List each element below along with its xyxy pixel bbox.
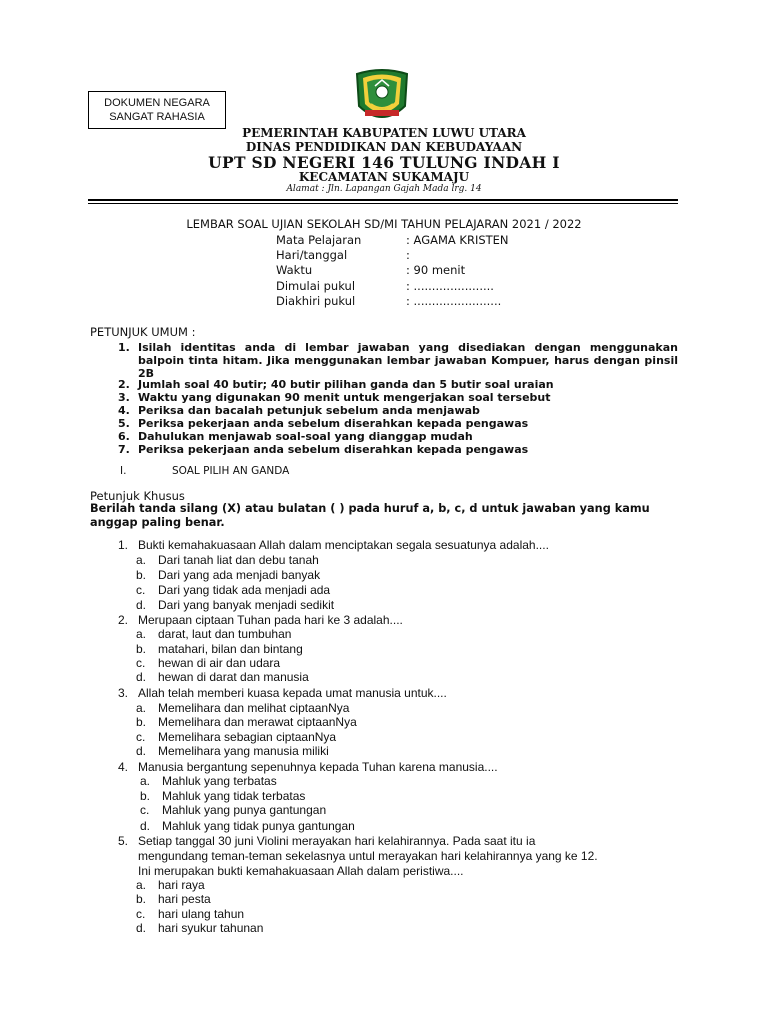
coat-of-arms-icon (351, 66, 413, 128)
info-value: : AGAMA KRISTEN (406, 233, 509, 247)
special-instructions-heading: Petunjuk Khusus (90, 489, 185, 503)
instruction-item (118, 430, 678, 443)
option-letter: b. (136, 568, 147, 582)
option-letter: c. (136, 656, 146, 670)
option-letter: a. (136, 553, 147, 567)
option-letter: d. (136, 598, 147, 612)
option-letter: d. (136, 921, 147, 935)
info-label: Dimulai pukul (276, 279, 356, 293)
instruction-item (118, 404, 678, 417)
question-text-line: Setiap tanggal 30 juni Violini merayakan hari kelahirannya. Pada saat itu ia (138, 834, 536, 848)
info-label: Diakhiri pukul (276, 294, 356, 308)
question-text: Bukti kemahakuasaan Allah dalam menciptakan segala sesuatunya adalah.... (138, 538, 549, 552)
question-text: Merupaan ciptaan Tuhan pada hari ke 3 adalah.... (138, 613, 403, 627)
question-text-line: Ini merupakan bukti kemahakuasaan Allah dalam peristiwa.... (138, 864, 464, 878)
question-text-line: mengundang teman-teman sekelasnya untul merayakan hari kelahirannya yang ke 12. (138, 849, 598, 863)
department-name: DINAS PENDIDIKAN DAN KEBUDAYAAN (245, 140, 523, 154)
instruction-text: Jumlah soal 40 butir; 40 butir pilihan ganda dan 5 butir soal uraian (138, 378, 554, 391)
option-letter: c. (136, 730, 146, 744)
instruction-number: 2. (118, 378, 130, 391)
confidential-stamp (88, 91, 226, 129)
question-number: 5. (118, 834, 129, 848)
instruction-item (118, 341, 678, 381)
option-text: darat, laut dan tumbuhan (158, 627, 292, 641)
instruction-item (118, 417, 678, 430)
instruction-text: Periksa pekerjaan anda sebelum diserahkan kepada pengawas (138, 443, 529, 456)
section-title: SOAL PILIH AN GANDA (172, 465, 290, 477)
option-letter: b. (140, 789, 151, 803)
option-letter: a. (140, 774, 151, 788)
section-number: I. (120, 465, 127, 477)
option-letter: b. (136, 715, 147, 729)
option-letter: c. (140, 803, 150, 817)
instruction-number: 3. (118, 391, 130, 404)
option-text: hari ulang tahun (158, 907, 245, 921)
option-text: hari syukur tahunan (158, 921, 264, 935)
option-text: Mahluk yang tidak terbatas (162, 789, 306, 803)
info-label: Hari/tanggal (276, 248, 348, 262)
instruction-number: 5. (118, 417, 130, 430)
instruction-number: 1. (118, 341, 130, 354)
special-instructions-line: anggap paling benar. (90, 516, 225, 529)
question-text: Manusia bergantung sepenuhnya kepada Tuhan karena manusia.... (138, 760, 498, 774)
option-text: Dari yang tidak ada menjadi ada (158, 583, 331, 597)
option-text: Mahluk yang punya gantungan (162, 803, 327, 817)
district-name: KECAMATAN SUKAMAJU (298, 170, 470, 184)
option-text: hari raya (158, 878, 205, 892)
option-letter: d. (140, 819, 151, 833)
option-text: Mahluk yang tidak punya gantungan (162, 819, 355, 833)
info-value: : ........................ (406, 294, 502, 308)
header-divider (88, 199, 678, 201)
option-letter: a. (136, 878, 147, 892)
question-number: 1. (118, 538, 129, 552)
option-text: hari pesta (158, 892, 211, 906)
option-letter: a. (136, 701, 147, 715)
government-name: PEMERINTAH KABUPATEN LUWU UTARA (242, 126, 526, 140)
info-label: Waktu (276, 263, 313, 277)
option-letter: b. (136, 642, 147, 656)
question-number: 4. (118, 760, 129, 774)
instruction-text: Isilah identitas anda di lembar jawaban yang disediakan dengan menggunakan balpoin tinta hitam. Jika menggunakan lembar jawaban Kompuer, harus dengan pinsil 2B (138, 341, 678, 380)
option-letter: d. (136, 744, 147, 758)
instruction-text: Periksa dan bacalah petunjuk sebelum anda menjawab (138, 404, 480, 417)
instruction-text: Waktu yang digunakan 90 menit untuk mengerjakan soal tersebut (138, 391, 551, 404)
instruction-number: 4. (118, 404, 130, 417)
option-letter: c. (136, 907, 146, 921)
instruction-item (118, 391, 678, 404)
option-letter: a. (136, 627, 147, 641)
info-label: Mata Pelajaran (276, 233, 362, 247)
instruction-text: Periksa pekerjaan anda sebelum diserahkan kepada pengawas (138, 417, 529, 430)
question-number: 3. (118, 686, 129, 700)
header-divider-thin (88, 203, 678, 204)
exam-title: LEMBAR SOAL UJIAN SEKOLAH SD/MI TAHUN PELAJARAN 2021 / 2022 (186, 217, 582, 231)
option-letter: c. (136, 583, 146, 597)
instruction-text: Dahulukan menjawab soal-soal yang dianggap mudah (138, 430, 473, 443)
confidential-line-1: DOKUMEN NEGARA (104, 97, 210, 109)
special-instructions-line: Berilah tanda silang (X) atau bulatan ( ) pada huruf a, b, c, d untuk jawaban yang kamu (90, 502, 650, 515)
school-address: Alamat : Jln. Lapangan Gajah Mada lrg. 14 (286, 184, 482, 194)
option-text: Memelihara dan merawat ciptaanNya (158, 715, 357, 729)
instruction-item (118, 443, 678, 456)
general-instructions-heading: PETUNJUK UMUM : (90, 325, 196, 339)
option-text: Mahluk yang terbatas (162, 774, 277, 788)
question-text: Allah telah memberi kuasa kepada umat manusia untuk.... (138, 686, 447, 700)
option-text: Dari tanah liat dan debu tanah (158, 553, 319, 567)
option-text: Dari yang banyak menjadi sedikit (158, 598, 335, 612)
confidential-line-2: SANGAT RAHASIA (109, 111, 205, 123)
info-value: : 90 menit (406, 263, 466, 277)
instruction-item (118, 378, 678, 391)
option-letter: d. (136, 670, 147, 684)
school-name: UPT SD NEGERI 146 TULUNG INDAH I (208, 153, 560, 172)
option-text: hewan di darat dan manusia (158, 670, 309, 684)
option-text: Memelihara dan melihat ciptaanNya (158, 701, 350, 715)
option-text: hewan di air dan udara (158, 656, 281, 670)
option-text: Memelihara sebagian ciptaanNya (158, 730, 337, 744)
instruction-number: 6. (118, 430, 130, 443)
info-value: : (406, 248, 410, 262)
option-text: Dari yang ada menjadi banyak (158, 568, 321, 582)
option-text: matahari, bilan dan bintang (158, 642, 303, 656)
option-letter: b. (136, 892, 147, 906)
option-text: Memelihara yang manusia miliki (158, 744, 329, 758)
instruction-number: 7. (118, 443, 130, 456)
question-number: 2. (118, 613, 129, 627)
info-value: : ...................... (406, 279, 494, 293)
